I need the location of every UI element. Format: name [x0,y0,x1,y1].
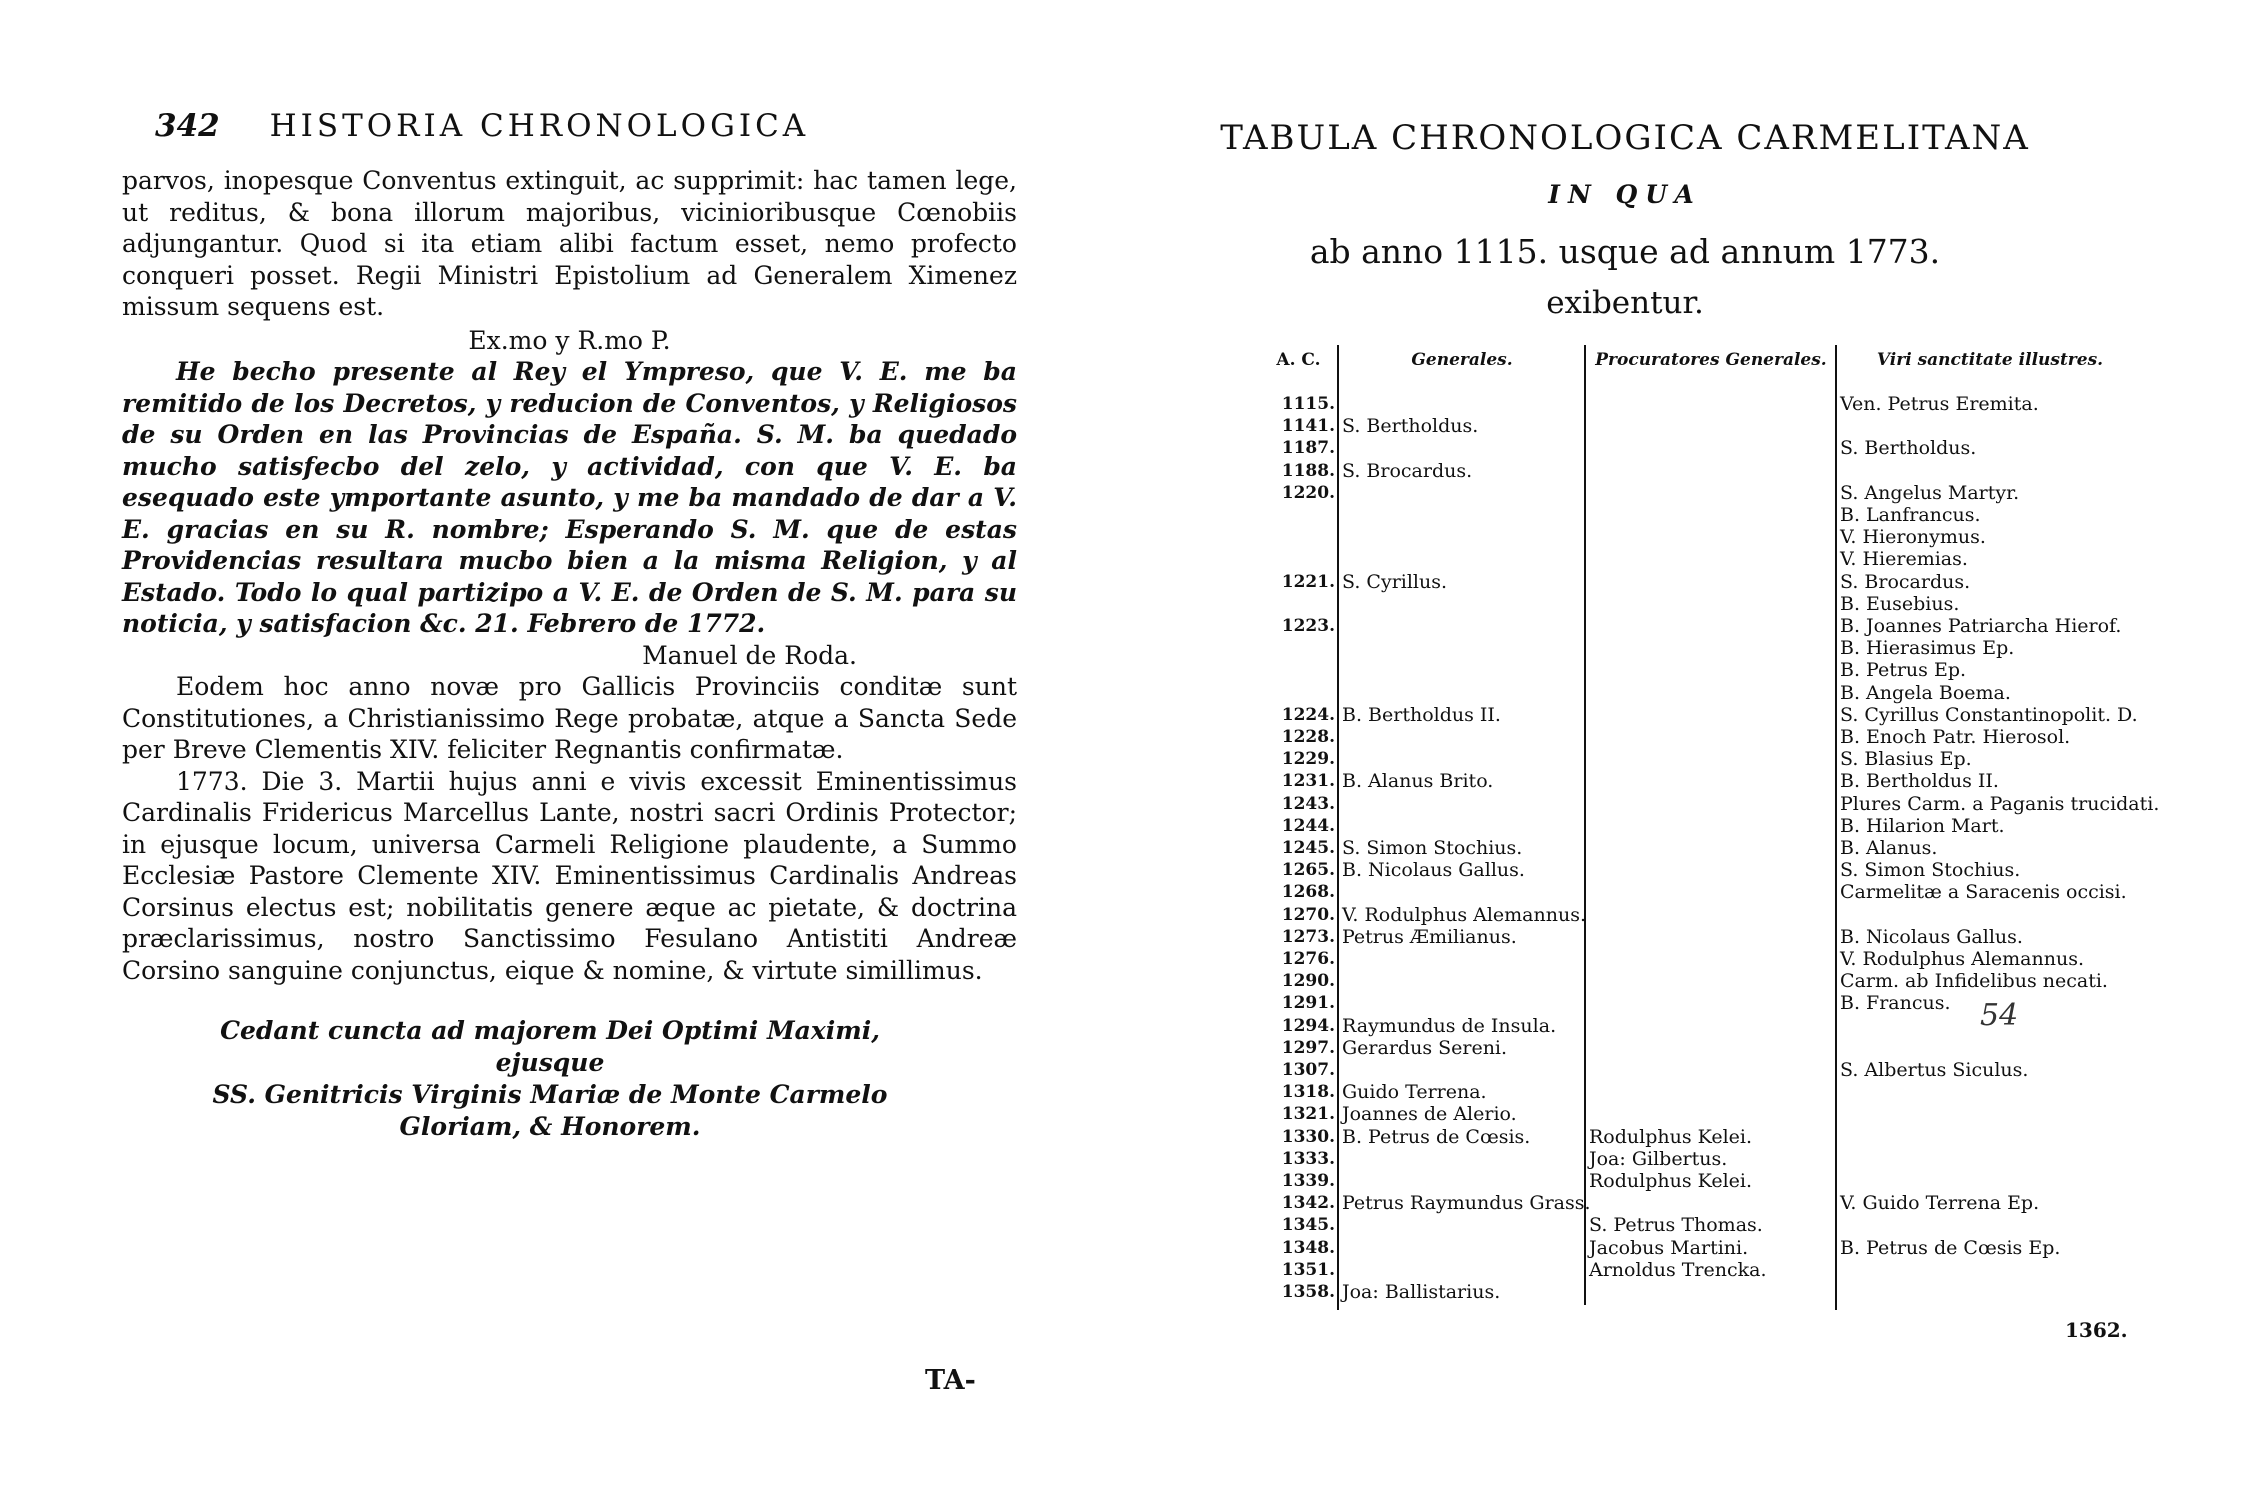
year-cell: 1220. [1281,482,1335,503]
year-cell: 1245. [1281,838,1335,858]
table-row [1260,682,2250,704]
year-cell: 1290. [1281,971,1335,992]
colophon-line-2: SS. Genitricis Virginis Mariæ de Monte Carmelo [212,1080,888,1109]
year-cell: 1339. [1281,1171,1335,1191]
chronological-table [1260,345,2250,1305]
viri-cell: S. Angelus Martyr. [1840,481,2020,504]
year-cell: 1342. [1281,1193,1335,1214]
paragraph-1773: 1773. Die 3. Martii hujus anni e vivis excessit Eminentissimus Cardinalis Fridericus Marcellus Lante, nostri sacri Ordinis Protector; in ejusque locum, universa Carmeli Religione plaudente, a Summo Ecclesiæ Pastore Clemente XIV. Eminentissimus Cardinalis Andreas Corsinus electus est; nobilitatis genere æque ac pietate, & doctrina præclarissimus, nostro Sanctissimo Fesulano Antistiti Andreæ Corsino sanguine conjunctus, eique & nomine, & virtute simillimus. [122,766,1017,985]
generalis-cell: Guido Terrena. [1342,1081,1487,1104]
viri-cell: B. Hilarion Mart. [1840,814,2005,837]
table-row [1260,1081,2250,1103]
table-row [1260,1037,2250,1059]
header-ac: A. C. [1276,350,1321,370]
year-cell: 1243. [1281,793,1335,814]
table-row [1260,881,2250,903]
folio-number: 1362. [2065,1318,2128,1342]
year-cell: 1351. [1281,1259,1335,1280]
viri-cell: S. Bertholdus. [1840,437,1977,460]
year-cell: 1270. [1281,904,1335,925]
year-cell: 1297. [1281,1037,1335,1058]
year-cell: 1187. [1281,438,1335,459]
year-cell: 1223. [1281,616,1335,636]
generalis-cell: S. Bertholdus. [1342,415,1479,438]
table-row [1260,926,2250,948]
viri-cell: S. Albertus Siculus. [1840,1059,2029,1081]
table-row [1260,504,2250,526]
catchword: TA- [925,1365,976,1396]
page-number: 342 [155,108,220,144]
table-row [1260,548,2250,570]
viri-cell: B. Bertholdus II. [1840,770,1999,793]
viri-cell: B. Hierasimus Ep. [1840,637,2015,660]
viri-cell: B. Enoch Patr. Hierosol. [1840,726,2071,748]
table-row [1260,615,2250,637]
generalis-cell: Raymundus de Insula. [1342,1014,1557,1037]
table-row [1260,526,2250,548]
viri-cell: S. Cyrillus Constantinopolit. D. [1840,703,2138,726]
generalis-cell: B. Petrus de Cœsis. [1342,1125,1531,1148]
header-procuratores: Procuratores Generales. [1595,350,1827,370]
running-head [155,108,809,144]
year-cell: 1291. [1281,993,1335,1014]
year-cell: 1244. [1281,815,1335,836]
viri-cell: Carmelitæ a Saracenis occisi. [1840,881,2127,904]
viri-cell: B. Petrus Ep. [1840,659,1967,682]
table-range: ab anno 1115. usque ad annum 1773. [1309,232,1941,271]
year-cell: 1221. [1281,571,1335,592]
table-exhibentur: exibentur. [1546,285,1704,321]
table-row [1260,1148,2250,1170]
table-row [1260,1237,2250,1259]
table-row [1260,948,2250,970]
viri-cell: B. Joannes Patriarcha Hierof. [1840,615,2122,637]
viri-cell: B. Petrus de Cœsis Ep. [1840,1236,2061,1259]
table-row [1260,637,2250,659]
generalis-cell: V. Rodulphus Alemannus. [1342,903,1587,926]
table-row [1260,571,2250,593]
procurator-cell: S. Petrus Thomas. [1589,1214,1763,1237]
generalis-cell: S. Cyrillus. [1342,570,1448,593]
paragraph-continued: parvos, inopesque Conventus extinguit, ac supprimit: hac tamen lege, ut reditus, & bona illorum majoribus, vicinioribusque Cœnobiis adjungantur. Quod si ita etiam alibi factum esset, nemo profecto conqueri posset. Regii Ministri Epistolium ad Generalem Ximenez missum sequens est. [122,166,1017,321]
table-row [1260,1059,2250,1081]
viri-cell: B. Nicolaus Gallus. [1840,925,2023,948]
generalis-cell: Gerardus Sereni. [1342,1036,1508,1059]
generalis-cell: B. Nicolaus Gallus. [1342,859,1525,882]
year-cell: 1224. [1281,704,1335,725]
letter-signature: Manuel de Roda. [642,640,857,670]
viri-cell: V. Hieronymus. [1840,526,1986,549]
year-cell: 1333. [1281,1148,1335,1169]
procurator-cell: Jacobus Martini. [1589,1236,1749,1259]
viri-cell: V. Guido Terrena Ep. [1840,1192,2040,1215]
right-page [1125,0,2250,1501]
table-row [1260,393,2250,415]
viri-cell: B. Lanfrancus. [1840,504,1981,526]
generalis-cell: S. Simon Stochius. [1342,837,1523,859]
procurator-cell: Joa: Gilbertus. [1589,1147,1728,1170]
paragraph-gallicis: Eodem hoc anno novæ pro Gallicis Provinciis conditæ sunt Constitutiones, a Christianissimo Rege probatæ, atque a Sancta Sede per Breve Clementis XIV. feliciter Regnantis confirmatæ. [122,672,1017,764]
year-cell: 1276. [1281,949,1335,969]
procurator-cell: Arnoldus Trencka. [1589,1258,1767,1281]
viri-cell: V. Hieremias. [1840,548,1968,571]
viri-cell: B. Eusebius. [1840,592,1960,615]
header-generales: Generales. [1411,350,1513,370]
table-row [1260,970,2250,992]
running-title: HISTORIA CHRONOLOGICA [269,108,810,144]
table-row [1260,748,2250,770]
viri-cell: V. Rodulphus Alemannus. [1840,948,2085,970]
table-row [1260,992,2250,1014]
table-row [1260,1015,2250,1037]
table-row [1260,1259,2250,1281]
year-cell: 1294. [1281,1015,1335,1036]
table-row [1260,904,2250,926]
table-row [1260,837,2250,859]
letter-salutation: Ex.mo y R.mo P. [468,325,671,355]
year-cell: 1345. [1281,1215,1335,1236]
generalis-cell: Petrus Æmilianus. [1342,925,1517,948]
table-row [1260,770,2250,792]
year-cell: 1265. [1281,860,1335,881]
table-row [1260,593,2250,615]
table-row [1260,793,2250,815]
year-cell: 1273. [1281,926,1335,947]
viri-cell: S. Blasius Ep. [1840,748,1972,771]
year-cell: 1115. [1281,394,1335,414]
main-text [122,165,1017,986]
year-cell: 1358. [1281,1282,1335,1302]
year-cell: 1229. [1281,749,1335,770]
year-cell: 1141. [1281,416,1335,437]
year-cell: 1321. [1281,1104,1335,1125]
generalis-cell: Joannes de Alerio. [1342,1103,1517,1126]
viri-cell: Ven. Petrus Eremita. [1840,393,2039,415]
year-cell: 1231. [1281,771,1335,792]
table-row [1260,726,2250,748]
table-row [1260,859,2250,881]
procurator-cell: Rodulphus Kelei. [1589,1170,1753,1192]
header-viri: Viri sanctitate illustres. [1876,350,2104,370]
table-row [1260,1281,2250,1303]
year-cell: 1228. [1281,727,1335,747]
table-row [1260,482,2250,504]
generalis-cell: Joa: Ballistarius. [1342,1281,1501,1303]
table-row [1260,1170,2250,1192]
handwritten-note: 54 [1980,998,2019,1033]
year-cell: 1188. [1281,460,1335,481]
generalis-cell: B. Bertholdus II. [1342,703,1501,726]
letter-body: He becho presente al Rey el Ympreso, que V. E. me ba remitido de los Decretos, y reducion de Conventos, y Religiosos de su Orden en las Provincias de España. S. M. ba quedado mucho satisfecbo del zelo, y actividad, con que V. E. ba esequado este ymportante asunto, y me ba mandado de dar a V. E. gracias en su R. nombre; Esperando S. M. que de estas Providencias resultara mucbo bien a la misma Religion, y al Estado. Todo lo qual partizipo a V. E. de Orden de S. M. para su noticia, y satisfacion &c. 21. Febrero de 1772. [122,357,1017,638]
year-cell: 1348. [1281,1237,1335,1258]
year-cell: 1268. [1281,882,1335,903]
table-row [1260,1103,2250,1125]
table-row [1260,815,2250,837]
table-row [1260,1214,2250,1236]
colophon [175,1015,925,1143]
year-cell: 1330. [1281,1126,1335,1147]
procurator-cell: Rodulphus Kelei. [1589,1125,1753,1148]
year-cell: 1318. [1281,1082,1335,1103]
table-row [1260,460,2250,482]
viri-cell: Plures Carm. a Paganis trucidati. [1840,792,2160,815]
table-row [1260,437,2250,459]
viri-cell: S. Brocardus. [1840,570,1971,593]
viri-cell: Carm. ab Infidelibus necati. [1840,970,2108,993]
viri-cell: B. Francus. [1840,992,1951,1015]
year-cell: 1307. [1281,1060,1335,1080]
viri-cell: B. Alanus. [1840,837,1938,859]
table-row [1260,704,2250,726]
table-row [1260,1192,2250,1214]
table-row [1260,415,2250,437]
table-row [1260,1126,2250,1148]
table-row [1260,659,2250,681]
table-title: TABULA CHRONOLOGICA CARMELITANA [1220,118,2030,158]
generalis-cell: Petrus Raymundus Grass. [1342,1192,1591,1215]
viri-cell: B. Angela Boema. [1840,681,2011,704]
generalis-cell: S. Brocardus. [1342,459,1473,482]
table-subtitle: IN QUA [1548,180,1702,209]
generalis-cell: B. Alanus Brito. [1342,770,1494,793]
colophon-line-3: Gloriam, & Honorem. [399,1112,701,1141]
colophon-line-1: Cedant cuncta ad majorem Dei Optimi Maximi, ejusque [220,1016,880,1077]
viri-cell: S. Simon Stochius. [1840,859,2021,882]
